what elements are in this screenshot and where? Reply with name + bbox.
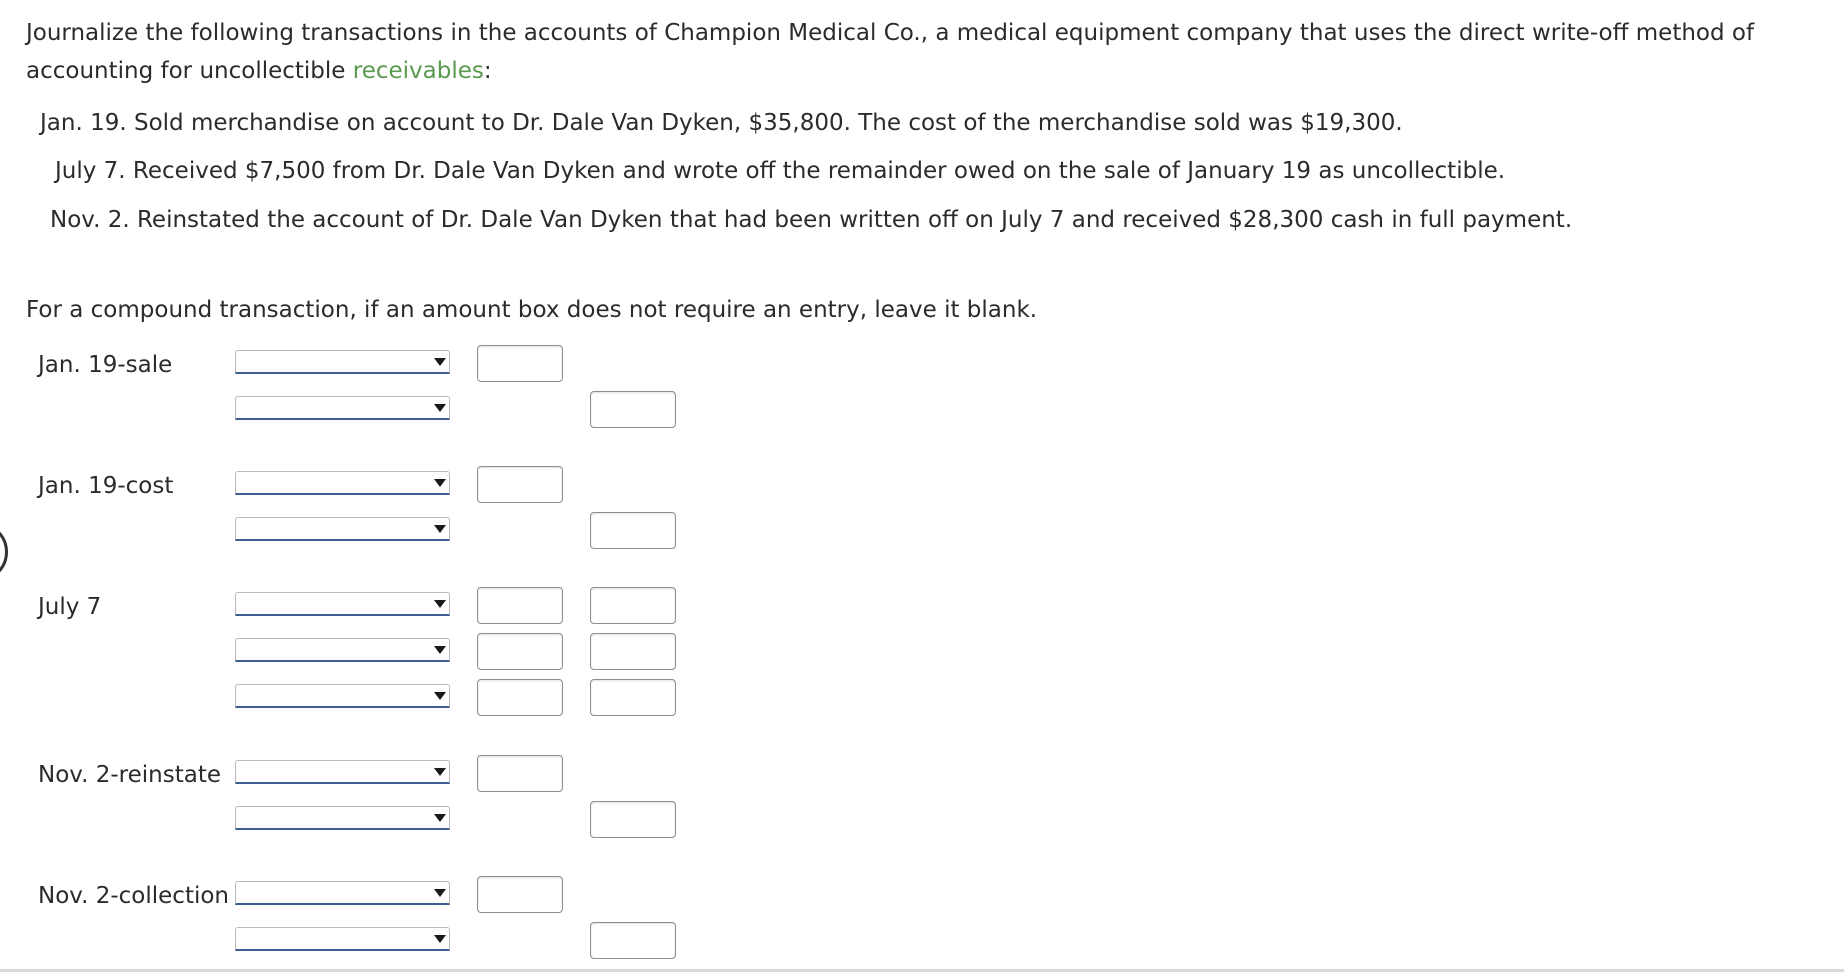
caret-down-icon	[434, 358, 446, 366]
account-dropdown[interactable]	[235, 927, 450, 951]
entry-label-jan19-cost: Jan. 19-cost	[38, 473, 174, 499]
credit-amount-input[interactable]	[590, 587, 676, 624]
credit-amount-input[interactable]	[590, 633, 676, 670]
account-dropdown[interactable]	[235, 881, 450, 905]
debit-amount-input[interactable]	[477, 466, 563, 503]
caret-down-icon	[434, 600, 446, 608]
transaction-jan19: Jan. 19. Sold merchandise on account to Dr. Dale Van Dyken, $35,800. The cost of the merchandise sold was $19,300.	[40, 110, 1403, 136]
credit-amount-input[interactable]	[590, 801, 676, 838]
intro-text: Journalize the following transactions in the accounts of Champion Medical Co., a medical equipment company that uses the direct write-off method of accounting for uncollectible	[26, 20, 1755, 84]
debit-amount-input[interactable]	[477, 755, 563, 792]
caret-down-icon	[434, 479, 446, 487]
debit-amount-input[interactable]	[477, 679, 563, 716]
transaction-nov2: Nov. 2. Reinstated the account of Dr. Dale Van Dyken that had been written off on July 7 and received $28,300 cash in full payment.	[50, 207, 1573, 233]
entry-label-nov2-reinstate: Nov. 2-reinstate	[38, 762, 221, 788]
caret-down-icon	[434, 889, 446, 897]
account-dropdown[interactable]	[235, 471, 450, 495]
caret-down-icon	[434, 692, 446, 700]
debit-amount-input[interactable]	[477, 633, 563, 670]
credit-amount-input[interactable]	[590, 922, 676, 959]
account-dropdown[interactable]	[235, 684, 450, 708]
account-dropdown[interactable]	[235, 806, 450, 830]
intro-colon: :	[483, 58, 492, 84]
credit-amount-input[interactable]	[590, 512, 676, 549]
caret-down-icon	[434, 404, 446, 412]
edge-circle-decoration	[0, 522, 8, 582]
transaction-july7: July 7. Received $7,500 from Dr. Dale Van Dyken and wrote off the remainder owed on the sale of January 19 as uncollectible.	[55, 158, 1506, 184]
entry-label-july7: July 7	[38, 594, 102, 620]
caret-down-icon	[434, 814, 446, 822]
account-dropdown[interactable]	[235, 350, 450, 374]
caret-down-icon	[434, 768, 446, 776]
account-dropdown[interactable]	[235, 638, 450, 662]
caret-down-icon	[434, 646, 446, 654]
entry-label-jan19-sale: Jan. 19-sale	[38, 352, 173, 378]
entry-label-nov2-collection: Nov. 2-collection	[38, 883, 230, 909]
debit-amount-input[interactable]	[477, 876, 563, 913]
account-dropdown[interactable]	[235, 592, 450, 616]
question-intro	[26, 14, 1826, 90]
debit-amount-input[interactable]	[477, 587, 563, 624]
account-dropdown[interactable]	[235, 760, 450, 784]
caret-down-icon	[434, 525, 446, 533]
credit-amount-input[interactable]	[590, 679, 676, 716]
instructions: For a compound transaction, if an amount box does not require an entry, leave it blank.	[26, 297, 1038, 323]
credit-amount-input[interactable]	[590, 391, 676, 428]
receivables-link[interactable]: receivables	[352, 58, 484, 84]
caret-down-icon	[434, 935, 446, 943]
debit-amount-input[interactable]	[477, 345, 563, 382]
account-dropdown[interactable]	[235, 517, 450, 541]
account-dropdown[interactable]	[235, 396, 450, 420]
